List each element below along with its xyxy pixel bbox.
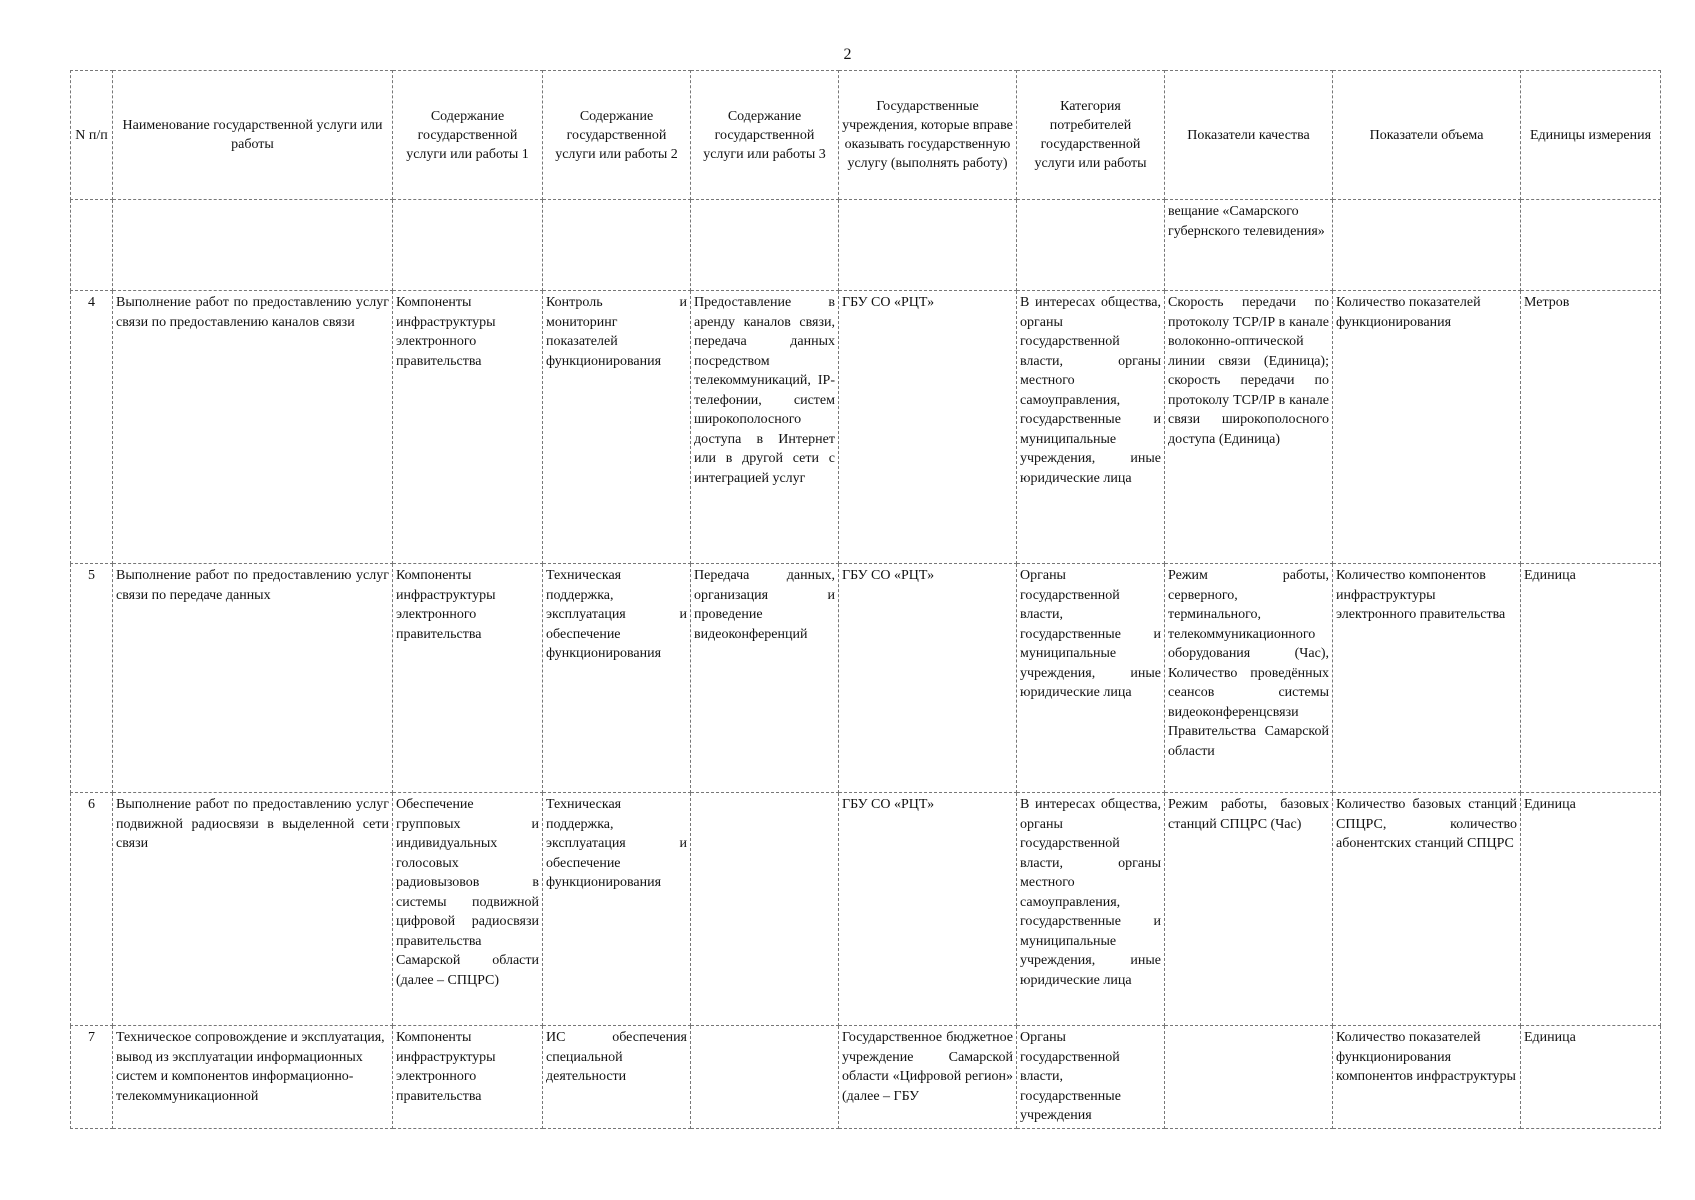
cell-category: Органы государственной власти, государственные и муниципальные учреждения, иные юридические лица (1017, 564, 1165, 793)
cell-name: Техническое сопровождение и эксплуатация, вывод из эксплуатации информационных систем и компонентов информационно-телекоммуникационной (113, 1026, 393, 1129)
cell-units: Единица (1521, 793, 1661, 1026)
header-institutions: Государственные учреждения, которые вправе оказывать государственную услугу (выполнять работу) (839, 71, 1017, 200)
cell (1017, 200, 1165, 291)
cell (1521, 200, 1661, 291)
cell-content-3: Передача данных, организация и проведение видеоконференций (691, 564, 839, 793)
cell (543, 200, 691, 291)
cell-volume: Количество показателей функционирования компонентов инфраструктуры (1333, 1026, 1521, 1129)
cell-units: Метров (1521, 291, 1661, 564)
cell-institutions: ГБУ СО «РЦТ» (839, 291, 1017, 564)
cell-institutions: ГБУ СО «РЦТ» (839, 564, 1017, 793)
cell-content-2: Техническая поддержка, эксплуатация и обеспечение функционирования (543, 793, 691, 1026)
table-row (71, 291, 1661, 564)
cell-quality: Скорость передачи по протоколу TCP/IP в канале волоконно-оптической линии связи (Единица); скорость передачи по протоколу TCP/IP в канале связи широкополосного доступа (Единица) (1165, 291, 1333, 564)
cell-name: Выполнение работ по предоставлению услуг связи по передаче данных (113, 564, 393, 793)
cell-units: Единица (1521, 564, 1661, 793)
header-volume: Показатели объема (1333, 71, 1521, 200)
cell-volume: Количество компонентов инфраструктуры электронного правительства (1333, 564, 1521, 793)
cell (71, 200, 113, 291)
cell-content-1: Компоненты инфраструктуры электронного правительства (393, 1026, 543, 1129)
table-row-continuation (71, 200, 1661, 291)
cell-content-1: Обеспечение групповых и индивидуальных голосовых радиовызовов в системы подвижной цифровой радиосвязи правительства Самарской области (далее – СПЦРС) (393, 793, 543, 1026)
header-category: Категория потребителей государственной услуги или работы (1017, 71, 1165, 200)
cell-content-3 (691, 793, 839, 1026)
cell-content-1: Компоненты инфраструктуры электронного правительства (393, 564, 543, 793)
header-units: Единицы измерения (1521, 71, 1661, 200)
cell-content-2: ИС обеспечения специальной деятельности (543, 1026, 691, 1129)
table-row (71, 793, 1661, 1026)
header-content-3: Содержание государственной услуги или работы 3 (691, 71, 839, 200)
cell-category: В интересах общества, органы государственной власти, органы местного самоуправления, государственные и муниципальные учреждения, иные юридические лица (1017, 291, 1165, 564)
table-header-row (71, 71, 1661, 200)
cell (1333, 200, 1521, 291)
cell-quality: вещание «Самарского губернского телевидения» (1165, 200, 1333, 291)
cell-quality: Режим работы, серверного, терминального, телекоммуникационного оборудования (Час), Количество проведённых сеансов системы видеоконференцсвязи Правительства Самарской области (1165, 564, 1333, 793)
cell-num: 7 (71, 1026, 113, 1129)
cell-quality (1165, 1026, 1333, 1129)
page-number: 2 (843, 46, 852, 63)
cell-category: Органы государственной власти, государственные учреждения (1017, 1026, 1165, 1129)
header-content-1: Содержание государственной услуги или работы 1 (393, 71, 543, 200)
header-quality: Показатели качества (1165, 71, 1333, 200)
cell-num: 4 (71, 291, 113, 564)
cell-volume: Количество базовых станций СПЦРС, количество абонентских станций СПЦРС (1333, 793, 1521, 1026)
table-row (71, 1026, 1661, 1129)
cell (691, 200, 839, 291)
cell-quality: Режим работы, базовых станций СПЦРС (Час) (1165, 793, 1333, 1026)
table-row (71, 564, 1661, 793)
cell-institutions: Государственное бюджетное учреждение Самарской области «Цифровой регион» (далее – ГБУ (839, 1026, 1017, 1129)
cell-content-3: Предоставление в аренду каналов связи, передача данных посредством телекоммуникаций, IP-телефонии, систем широкополосного доступа в Интернет или в другой сети с интеграцией услуг (691, 291, 839, 564)
cell-volume: Количество показателей функционирования (1333, 291, 1521, 564)
cell-content-3 (691, 1026, 839, 1129)
cell (113, 200, 393, 291)
cell-category: В интересах общества, органы государственной власти, органы местного самоуправления, государственные и муниципальные учреждения, иные юридические лица (1017, 793, 1165, 1026)
header-content-2: Содержание государственной услуги или работы 2 (543, 71, 691, 200)
header-name: Наименование государственной услуги или работы (113, 71, 393, 200)
cell-num: 5 (71, 564, 113, 793)
cell-name: Выполнение работ по предоставлению услуг подвижной радиосвязи в выделенной сети связи (113, 793, 393, 1026)
header-num: N п/п (71, 71, 113, 200)
cell-content-1: Компоненты инфраструктуры электронного правительства (393, 291, 543, 564)
services-table (70, 70, 1661, 1129)
cell-content-2: Контроль и мониторинг показателей функционирования (543, 291, 691, 564)
cell (839, 200, 1017, 291)
cell (393, 200, 543, 291)
cell-name: Выполнение работ по предоставлению услуг связи по предоставлению каналов связи (113, 291, 393, 564)
cell-content-2: Техническая поддержка, эксплуатация и обеспечение функционирования (543, 564, 691, 793)
cell-units: Единица (1521, 1026, 1661, 1129)
cell-institutions: ГБУ СО «РЦТ» (839, 793, 1017, 1026)
cell-num: 6 (71, 793, 113, 1026)
